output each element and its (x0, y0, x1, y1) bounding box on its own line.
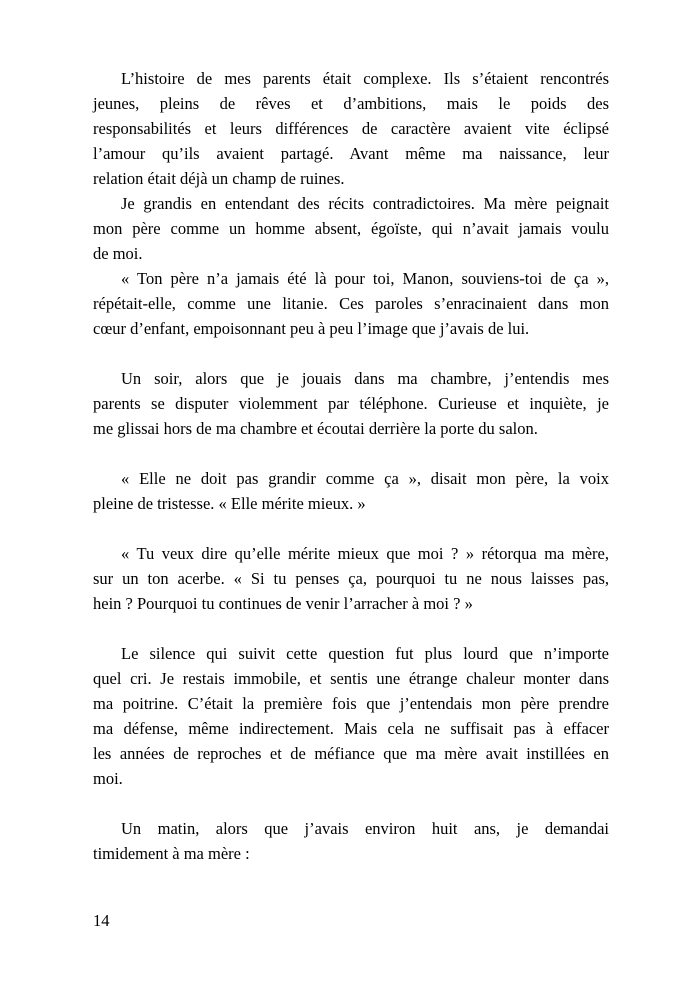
page-number: 14 (93, 911, 110, 930)
text-line: parents se disputer violemment par téléphone. Curieuse et inquiète, je (93, 394, 609, 413)
text-line: « Elle ne doit pas grandir comme ça », disait mon père, la voix (121, 469, 609, 488)
paragraph (93, 66, 609, 191)
text-line: relation était déjà un champ de ruines. (93, 169, 345, 188)
text-line: Un matin, alors que j’avais environ huit ans, je demandai (121, 819, 609, 838)
paragraph (93, 366, 609, 441)
text-line: Le silence qui suivit cette question fut plus lourd que n’importe (121, 644, 609, 663)
paragraph (93, 266, 609, 341)
text-line: sur un ton acerbe. « Si tu penses ça, pourquoi tu ne nous laisses pas, (93, 569, 609, 588)
text-line: répétait-elle, comme une litanie. Ces paroles s’enracinaient dans mon (93, 294, 609, 313)
text-line: l’amour qu’ils avaient partagé. Avant même ma naissance, leur (93, 144, 609, 163)
text-line: cœur d’enfant, empoisonnant peu à peu l’image que j’avais de lui. (93, 319, 530, 338)
text-line: jeunes, pleins de rêves et d’ambitions, mais le poids des (93, 94, 609, 113)
text-line: ma défense, même indirectement. Mais cela ne suffisait pas à effacer (93, 719, 609, 738)
text-line: Un soir, alors que je jouais dans ma chambre, j’entendis mes (121, 369, 609, 388)
paragraph (93, 541, 609, 616)
paragraph (93, 191, 609, 266)
text-line: ma poitrine. C’était la première fois que j’entendais mon père prendre (93, 694, 609, 713)
text-line: « Ton père n’a jamais été là pour toi, Manon, souviens-toi de ça », (121, 269, 609, 288)
text-line: hein ? Pourquoi tu continues de venir l’arracher à moi ? » (93, 594, 473, 613)
text-line: pleine de tristesse. « Elle mérite mieux. » (93, 494, 366, 513)
text-line: timidement à ma mère : (93, 844, 250, 863)
text-line: les années de reproches et de méfiance que ma mère avait instillées en (93, 744, 609, 763)
text-line: me glissai hors de ma chambre et écoutai derrière la porte du salon. (93, 419, 538, 438)
text-line: quel cri. Je restais immobile, et sentis une étrange chaleur monter dans (93, 669, 609, 688)
text-line: L’histoire de mes parents était complexe. Ils s’étaient rencontrés (121, 69, 609, 88)
paragraph (93, 466, 609, 516)
text-line: de moi. (93, 244, 143, 263)
paragraph (93, 641, 609, 791)
page-body-text (93, 66, 609, 866)
text-line: responsabilités et leurs différences de caractère avaient vite éclipsé (93, 119, 609, 138)
text-line: moi. (93, 769, 123, 788)
text-line: Je grandis en entendant des récits contradictoires. Ma mère peignait (121, 194, 609, 213)
paragraph (93, 816, 609, 866)
text-line: mon père comme un homme absent, égoïste, qui n’avait jamais voulu (93, 219, 609, 238)
text-line: « Tu veux dire qu’elle mérite mieux que moi ? » rétorqua ma mère, (121, 544, 609, 563)
